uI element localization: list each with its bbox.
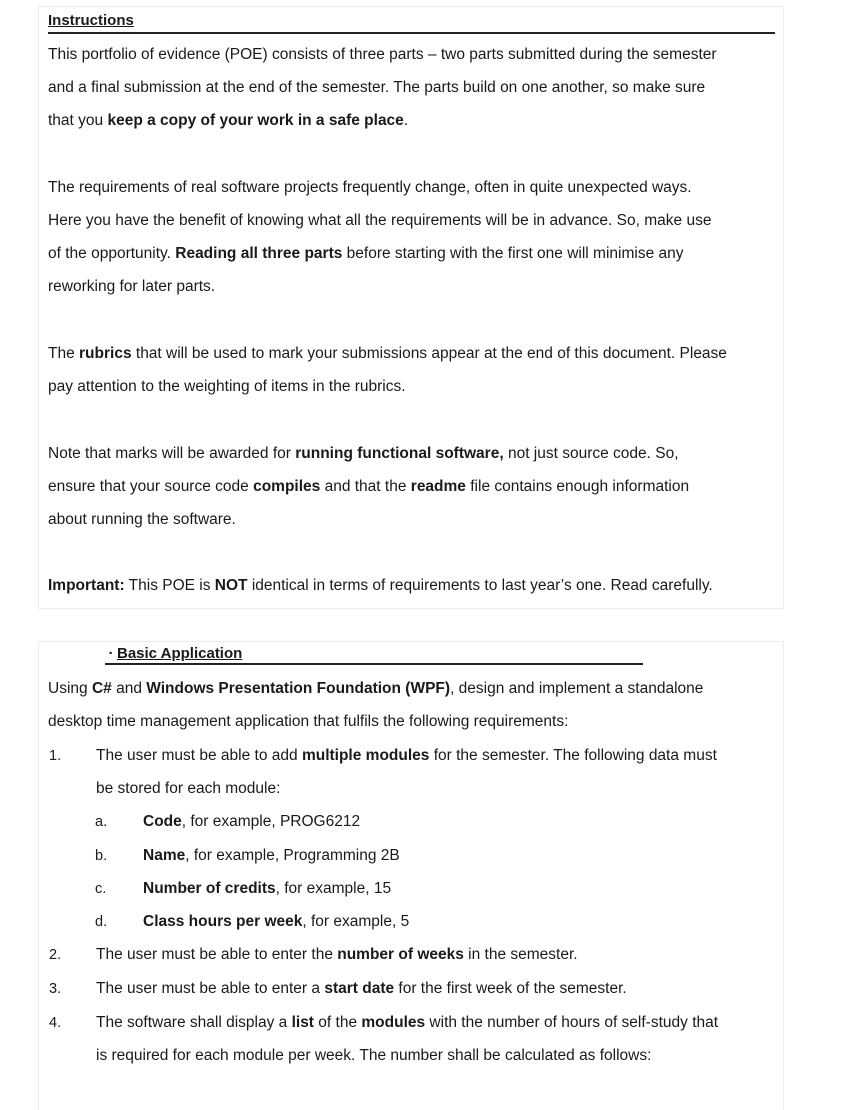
para4-line2-bold2: readme — [410, 478, 466, 495]
intro-line1-bold2: Windows Presentation Foundation (WPF) — [146, 680, 451, 697]
subitem-b-letter: b. — [95, 848, 108, 864]
subitem-c-post: , for example, 15 — [275, 880, 392, 897]
item2-bold: number of weeks — [337, 946, 464, 963]
para4-line2-pre: ensure that your source code — [48, 478, 254, 495]
item1-line1 — [96, 746, 717, 766]
bullet-dot: · — [108, 645, 114, 662]
item4-line1-pre: The software shall display a — [96, 1014, 292, 1031]
subitem-b-post: , for example, Programming 2B — [185, 847, 400, 864]
item2-post: in the semester. — [463, 946, 578, 963]
subitem-c-letter: c. — [95, 881, 107, 897]
para3-line2: pay attention to the weighting of items in the rubrics. — [48, 378, 406, 395]
para4-line2-post: file contains enough information — [465, 478, 690, 495]
para2-line2: Here you have the benefit of knowing what all the requirements will be in advance. So, make use — [48, 212, 712, 229]
para2-line3-pre: of the opportunity. — [48, 245, 176, 262]
item3-text — [96, 979, 627, 999]
item3-bold: start date — [324, 980, 395, 997]
item4-line2: is required for each module per week. The number shall be calculated as follows: — [96, 1047, 652, 1064]
para5-post: identical in terms of requirements to last year’s one. Read carefully. — [247, 577, 713, 594]
intro-line1-bold1: C# — [91, 680, 112, 697]
para2-line1: The requirements of real software projects frequently change, often in quite unexpected ways. — [48, 179, 692, 196]
item4-line1-bold2: modules — [361, 1014, 426, 1031]
para4-line2 — [48, 477, 689, 497]
item2-number: 2. — [49, 947, 62, 963]
intro-line2: desktop time management application that fulfils the following requirements: — [48, 713, 569, 730]
item4-line1-post: with the number of hours of self-study that — [425, 1014, 719, 1031]
para1-line3 — [48, 111, 408, 131]
item1-line1-pre: The user must be able to add — [96, 747, 302, 764]
para3-line1 — [48, 344, 727, 364]
para1-line2: and a final submission at the end of the semester. The parts build on one another, so make sure — [48, 79, 706, 96]
item1-line1-post: for the semester. The following data must — [429, 747, 717, 764]
para4-line3: about running the software. — [48, 511, 236, 528]
item4-line1-bold1: list — [291, 1014, 314, 1031]
subitem-d-post: , for example, 5 — [302, 913, 410, 930]
para2-line3-post: before starting with the first one will minimise any — [342, 245, 684, 262]
para5-mid1: This POE is — [124, 577, 215, 594]
para3-line1-bold: rubrics — [79, 345, 132, 362]
para2-line4: reworking for later parts. — [48, 278, 216, 295]
item1-number: 1. — [49, 748, 62, 764]
subitem-a — [143, 812, 360, 832]
item4-line1 — [96, 1013, 718, 1033]
para3-line1-post: that will be used to mark your submissions appear at the end of this document. Please — [131, 345, 727, 362]
intro-line1 — [48, 679, 703, 699]
para1-line3-post: . — [403, 112, 409, 129]
item3-number: 3. — [49, 981, 62, 997]
instructions-section — [38, 6, 784, 609]
para2-line3 — [48, 244, 684, 264]
para4-line2-mid: and that the — [320, 478, 411, 495]
para3-line1-pre: The — [48, 345, 80, 362]
para5-important — [48, 576, 713, 596]
item1-line2: be stored for each module: — [96, 780, 281, 797]
para5-bold2: NOT — [214, 577, 248, 594]
intro-line1-mid: and — [111, 680, 147, 697]
subitem-a-bold: Code — [143, 813, 182, 830]
item1-line1-bold: multiple modules — [301, 747, 430, 764]
para2-line3-bold: Reading all three parts — [175, 245, 343, 262]
intro-line1-post: , design and implement a standalone — [450, 680, 704, 697]
subitem-c-bold: Number of credits — [143, 880, 276, 897]
subitem-c — [143, 879, 391, 899]
item4-number: 4. — [49, 1015, 62, 1031]
para4-line2-bold1: compiles — [253, 478, 321, 495]
subitem-d — [143, 912, 409, 932]
para5-bold1: Important: — [48, 577, 125, 594]
para4-line1-pre: Note that marks will be awarded for — [48, 445, 296, 462]
item3-pre: The user must be able to enter a — [96, 980, 325, 997]
para4-line1-post: not just source code. So, — [503, 445, 679, 462]
item3-post: for the first week of the semester. — [394, 980, 627, 997]
basic-application-section — [38, 641, 784, 1110]
intro-line1-pre: Using — [48, 680, 92, 697]
item2-pre: The user must be able to enter the — [96, 946, 338, 963]
item4-line1-mid: of the — [313, 1014, 362, 1031]
para4-line1 — [48, 444, 679, 464]
para1-line3-bold: keep a copy of your work in a safe place — [107, 112, 404, 129]
subitem-d-letter: d. — [95, 914, 108, 930]
item2-text — [96, 945, 578, 965]
para1-line3-pre: that you — [48, 112, 108, 129]
subitem-b-bold: Name — [143, 847, 186, 864]
basic-application-title: Basic Application — [117, 645, 243, 662]
para4-line1-bold: running functional software, — [295, 445, 504, 462]
subitem-a-letter: a. — [95, 814, 108, 830]
instructions-heading: Instructions — [48, 10, 775, 34]
subitem-b — [143, 846, 400, 866]
para1-line1: This portfolio of evidence (POE) consists of three parts – two parts submitted during the semester — [48, 46, 717, 63]
subitem-a-post: , for example, PROG6212 — [181, 813, 361, 830]
basic-application-heading — [105, 645, 643, 665]
subitem-d-bold: Class hours per week — [143, 913, 303, 930]
